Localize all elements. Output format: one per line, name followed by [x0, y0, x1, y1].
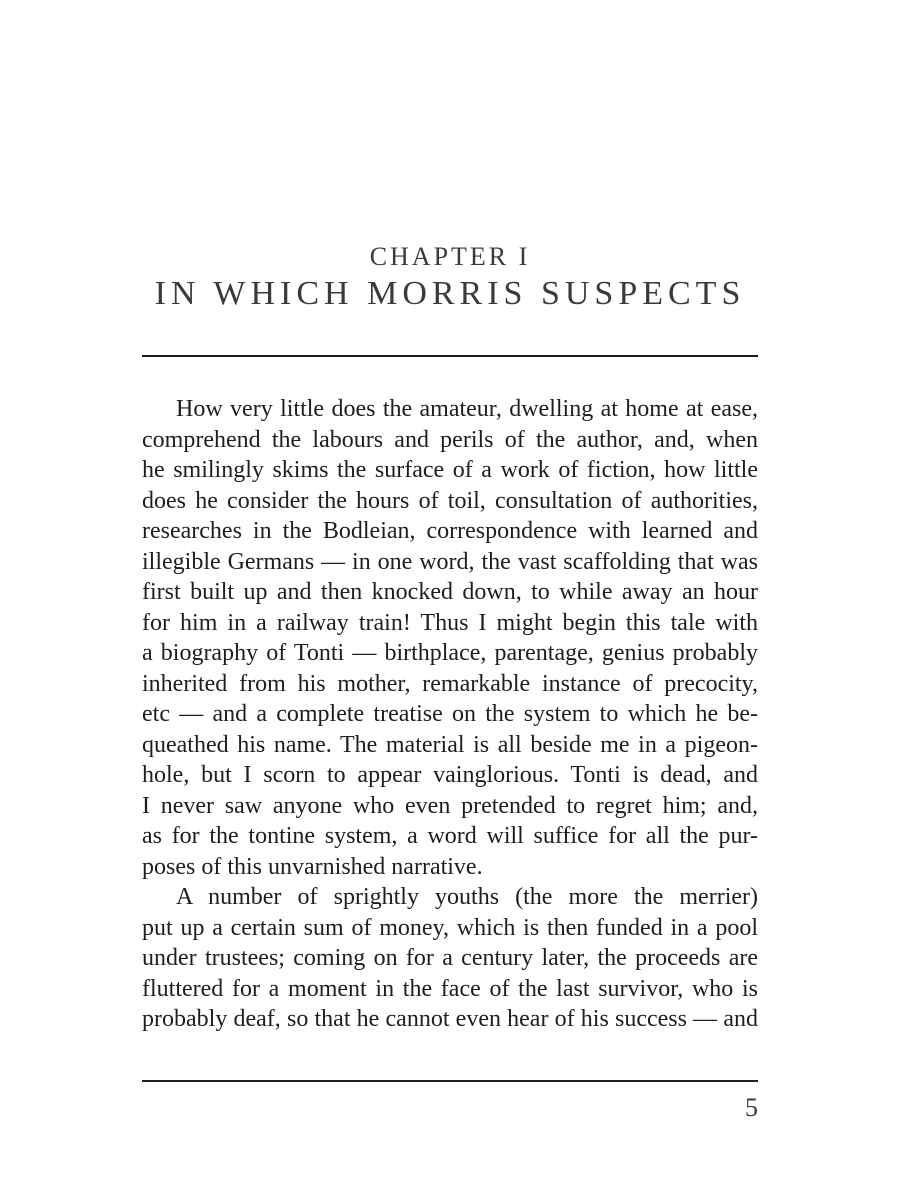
- text-line: I never saw anyone who even pretended to regret him; and,: [142, 792, 758, 819]
- text-line: for him in a railway train! Thus I might begin this tale with: [142, 609, 758, 636]
- text-line: a biography of Tonti — birthplace, parentage, genius probably: [142, 640, 758, 666]
- text-line: inherited from his mother, remarkable instance of precocity,: [142, 670, 758, 697]
- chapter-number: CHAPTER I: [369, 242, 531, 271]
- text-line: hole, but I scorn to appear vainglorious. Tonti is dead, and: [142, 762, 758, 788]
- text-line: probably deaf, so that he cannot even hear of his success — and: [142, 1006, 758, 1032]
- text-line: researches in the Bodleian, correspondence with learned and: [142, 518, 758, 544]
- text-line: under trustees; coming on for a century later, the proceeds are: [142, 945, 758, 971]
- body-text: [142, 394, 758, 1035]
- header-divider: [142, 355, 758, 357]
- text-line: etc — and a complete treatise on the system to which he be-: [142, 701, 758, 727]
- text-line: How very little does the amateur, dwelling at home at ease,: [176, 396, 758, 422]
- text-line: comprehend the labours and perils of the author, and, when: [142, 426, 758, 453]
- text-line: he smilingly skims the surface of a work of fiction, how little: [142, 457, 758, 483]
- page-number: 5: [745, 1093, 758, 1122]
- text-line: poses of this unvarnished narrative.: [142, 853, 483, 880]
- text-line: illegible Germans — in one word, the vast scaffolding that was: [142, 548, 758, 575]
- paragraph: [142, 882, 758, 1035]
- text-line: queathed his name. The material is all beside me in a pigeon-: [142, 731, 758, 758]
- chapter-title: IN WHICH MORRIS SUSPECTS: [154, 275, 746, 312]
- text-line: first built up and then knocked down, to while away an hour: [142, 579, 758, 605]
- text-line: does he consider the hours of toil, consultation of authorities,: [142, 487, 758, 514]
- paragraph: [142, 394, 758, 882]
- text-line: as for the tontine system, a word will suffice for all the pur-: [142, 823, 758, 849]
- footer-divider: [142, 1080, 758, 1082]
- text-line: put up a certain sum of money, which is then funded in a pool: [142, 914, 758, 941]
- text-line: A number of sprightly youths (the more the merrier): [176, 884, 758, 910]
- text-line: fluttered for a moment in the face of the last survivor, who is: [142, 975, 758, 1002]
